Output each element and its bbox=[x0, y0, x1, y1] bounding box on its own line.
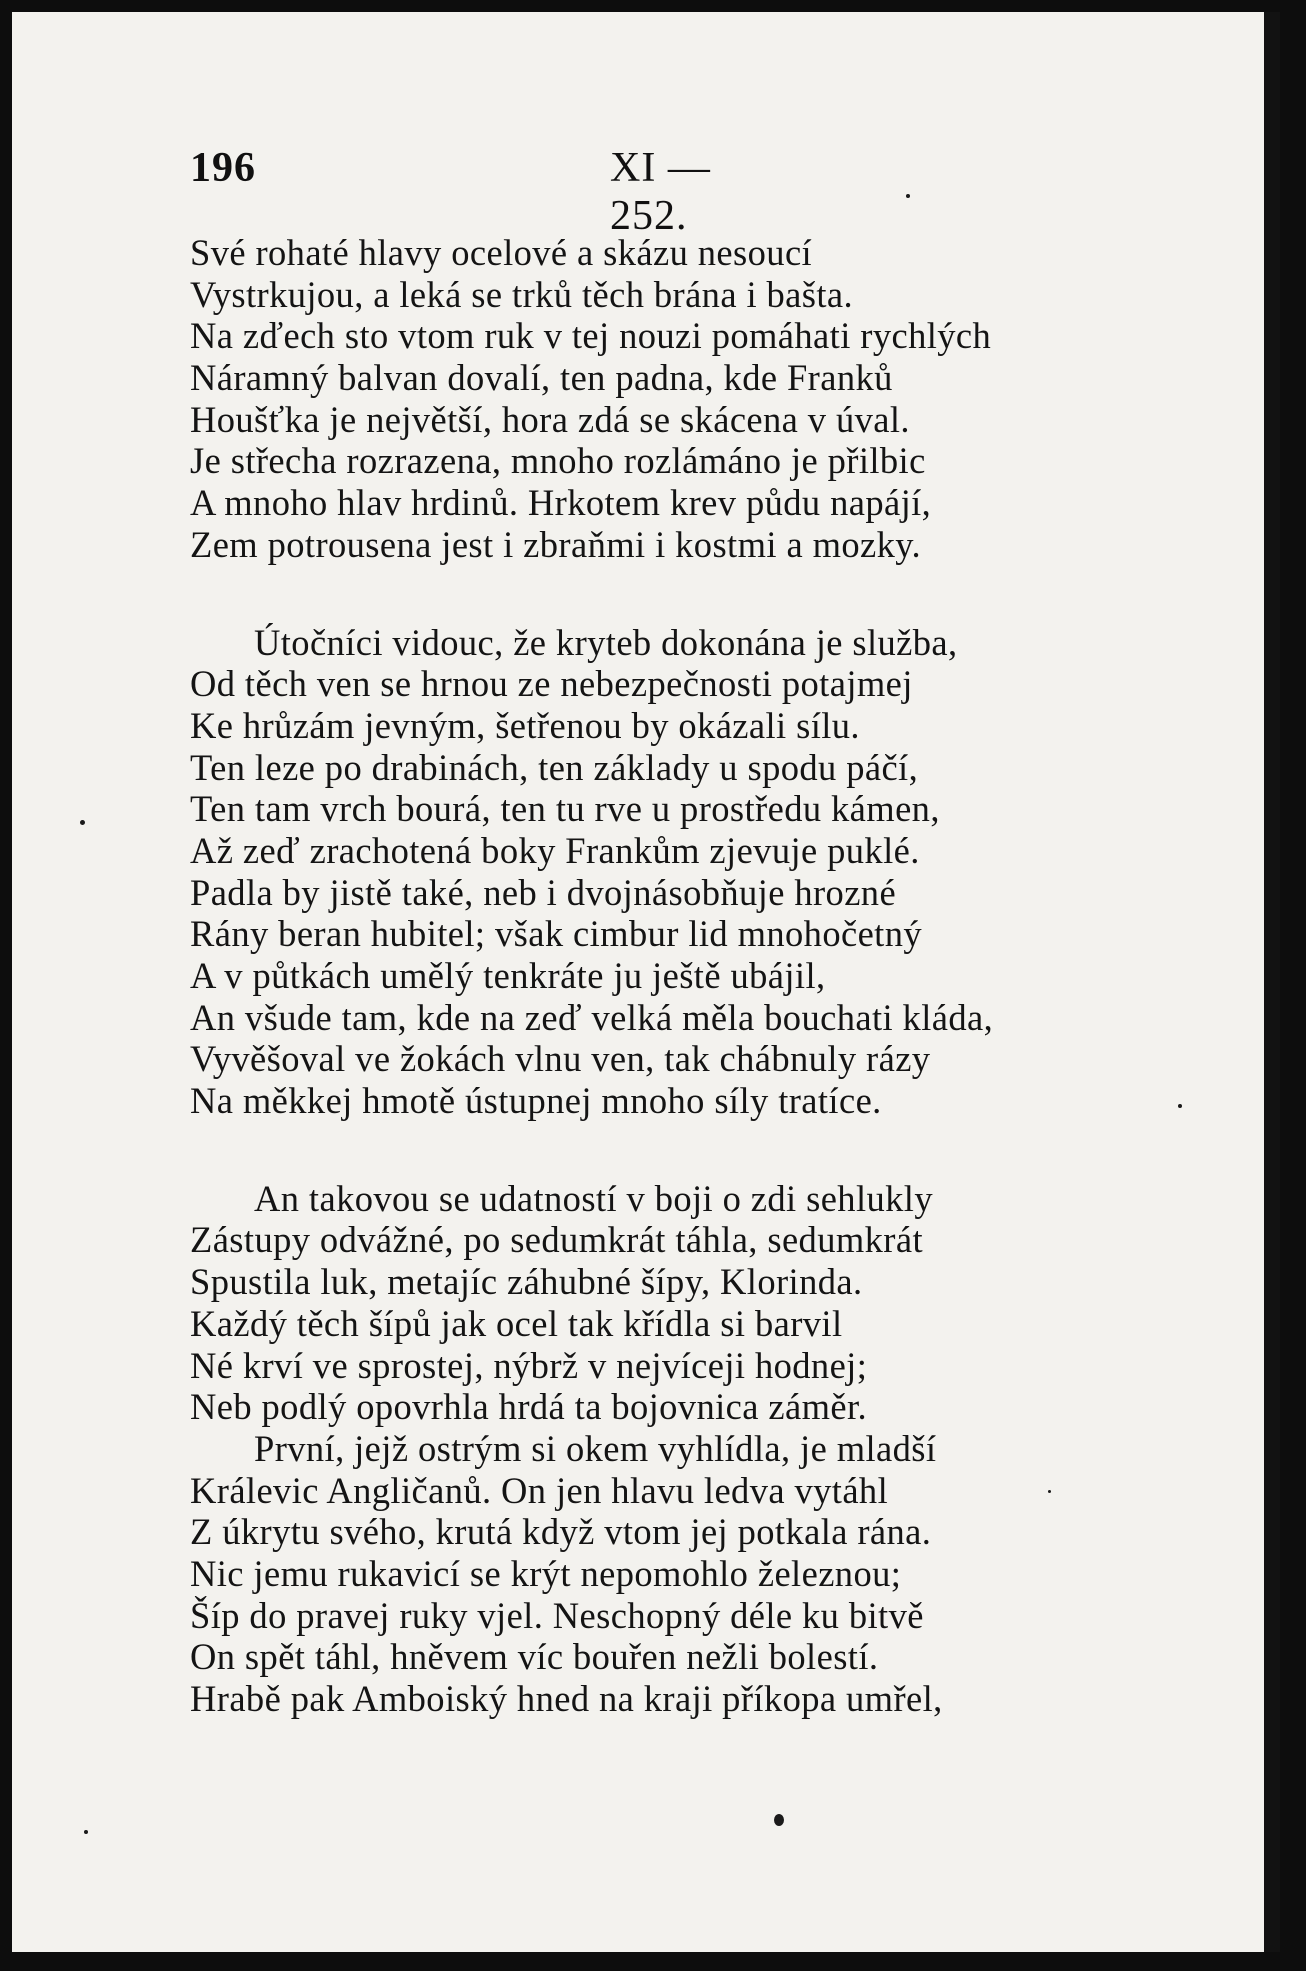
poem-text bbox=[190, 232, 1150, 1720]
verse-line: První, jejž ostrým si okem vyhlídla, je mladší bbox=[254, 1427, 937, 1469]
verse-line: Zem potrousena jest i zbraňmi i kostmi a mozky. bbox=[190, 523, 922, 565]
verse-line: Padla by jistě také, neb i dvojnásobňuje hrozné bbox=[190, 871, 897, 913]
page-header bbox=[190, 144, 770, 239]
verse-line: Nic jemu rukavicí se krýt nepomohlo železnou; bbox=[190, 1552, 902, 1594]
verse-line: Rány beran hubitel; však cimbur lid mnohočetný bbox=[190, 913, 923, 955]
verse-line: Útočníci vidouc, že kryteb dokonána je služba, bbox=[254, 621, 958, 663]
stanza-2 bbox=[190, 622, 1150, 1122]
stanza-separator bbox=[190, 566, 1150, 622]
verse-line: Houšťka je největší, hora zdá se skácena v úval. bbox=[190, 398, 910, 440]
verse-line: Králevic Angličanů. On jen hlavu ledva vytáhl bbox=[190, 1469, 889, 1511]
ink-speck bbox=[1178, 1104, 1182, 1108]
verse-line: Ten tam vrch bourá, ten tu rve u prostředu kámen, bbox=[190, 788, 940, 830]
running-header-reference: XI — 252. bbox=[610, 145, 711, 239]
ink-speck bbox=[84, 1830, 88, 1834]
page-number: 196 bbox=[190, 145, 256, 191]
verse-line: Své rohaté hlavy ocelové a skázu nesoucí bbox=[190, 232, 813, 273]
ink-speck bbox=[1048, 1490, 1051, 1493]
stanza-separator bbox=[190, 1122, 1150, 1178]
verse-line: Hrabě pak Amboiský hned na kraji příkopa umřel, bbox=[190, 1678, 943, 1719]
verse-line: Né krví ve sprostej, nýbrž v nejvíceji hodnej; bbox=[190, 1344, 868, 1386]
stanza-3 bbox=[190, 1178, 1150, 1720]
verse-line: Každý těch šípů jak ocel tak křídla si barvil bbox=[190, 1302, 843, 1344]
verse-line: Na měkkej hmotě ústupnej mnoho síly tratíce. bbox=[190, 1080, 882, 1122]
verse-line: Náramný balvan dovalí, ten padna, kde Franků bbox=[190, 357, 893, 399]
verse-line: On spět táhl, hněvem víc bouřen nežli bolestí. bbox=[190, 1636, 879, 1678]
verse-line: Z úkrytu svého, krutá když vtom jej potkala rána. bbox=[190, 1511, 932, 1553]
verse-line: A mnoho hlav hrdinů. Hrkotem krev půdu napájí, bbox=[190, 482, 932, 524]
verse-line: A v půtkách umělý tenkráte ju ještě ubájil, bbox=[190, 955, 826, 996]
verse-line: Šíp do pravej ruky vjel. Neschopný déle ku bitvě bbox=[190, 1594, 924, 1636]
book-page bbox=[12, 12, 1280, 1952]
verse-line: Ten leze po drabinách, ten základy u spodu páčí, bbox=[190, 746, 919, 788]
verse-line: Od těch ven se hrnou ze nebezpečnosti potajmej bbox=[190, 663, 913, 705]
verse-line: An všude tam, kde na zeď velká měla bouchati kláda, bbox=[190, 996, 994, 1038]
verse-line: An takovou se udatností v boji o zdi sehlukly bbox=[254, 1177, 933, 1219]
verse-line: Vystrkujou, a leká se trků těch brána i bašta. bbox=[190, 273, 854, 315]
ink-speck bbox=[906, 194, 910, 198]
ink-speck bbox=[80, 820, 85, 825]
verse-line: Neb podlý opovrhla hrdá ta bojovnica záměr. bbox=[190, 1386, 868, 1428]
verse-line: Ke hrůzám jevným, šetřenou by okázali sílu. bbox=[190, 704, 860, 746]
verse-line: Až zeď zrachotená boky Frankům zjevuje puklé. bbox=[190, 829, 920, 871]
stanza-1 bbox=[190, 232, 1150, 566]
verse-line: Na zďech sto vtom ruk v tej nouzi pomáhati rychlých bbox=[190, 315, 992, 357]
verse-line: Je střecha rozrazena, mnoho rozlámáno je přilbic bbox=[190, 440, 926, 482]
verse-line: Vyvěšoval ve žokách vlnu ven, tak chábnuly rázy bbox=[190, 1038, 931, 1080]
verse-line: Zástupy odvážné, po sedumkrát táhla, sedumkrát bbox=[190, 1219, 923, 1261]
verse-line: Spustila luk, metajíc záhubné šípy, Klorinda. bbox=[190, 1261, 863, 1303]
ink-speck bbox=[774, 1814, 784, 1826]
